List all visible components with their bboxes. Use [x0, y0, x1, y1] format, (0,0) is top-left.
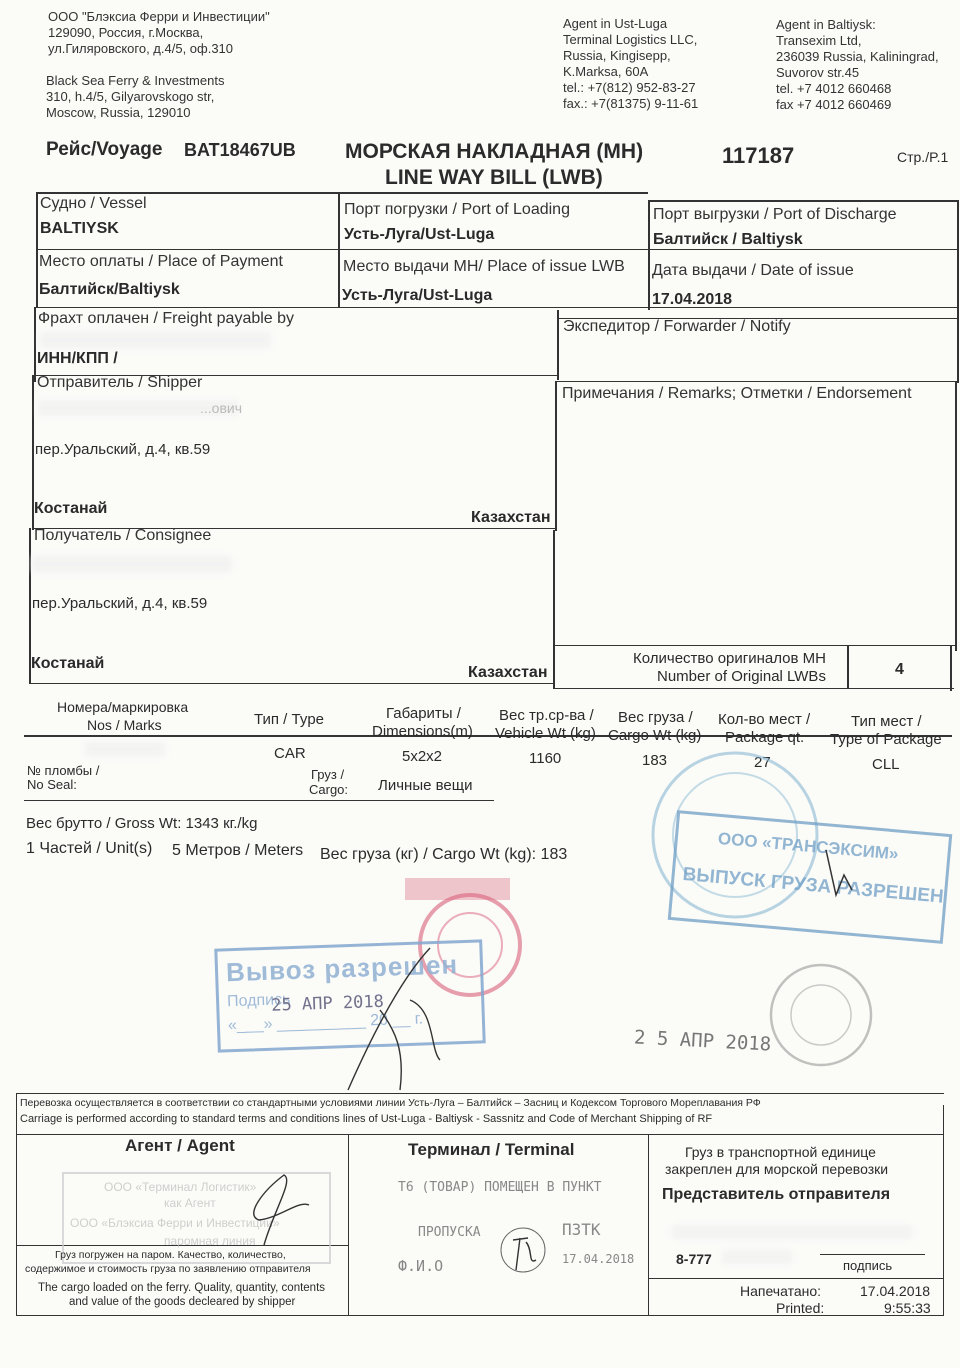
agent-baltiysk-line: tel. +7 4012 660468 [776, 81, 892, 96]
signature-scribble [340, 940, 450, 1100]
cell-type: CAR [274, 745, 306, 762]
col-header-cargo-wt-en: Cargo Wt (kg) [608, 727, 702, 744]
agent-stamp-line: ООО «Терминал Логистик» [104, 1180, 257, 1194]
cargo-label: Груз / [311, 767, 345, 782]
vessel-label: Судно / Vessel [40, 195, 147, 212]
date-of-issue-value: 17.04.2018 [652, 291, 733, 308]
redacted-area [85, 742, 165, 756]
consignee-city: Костанай [31, 655, 105, 672]
company-en-line: Black Sea Ferry & Investments [46, 73, 225, 88]
col-header-marks: Номера/маркировка [57, 699, 189, 715]
company-ru-line: ул.Гиляровского, д.4/5, оф.310 [48, 41, 234, 56]
date-of-issue-label: Дата выдачи / Date of issue [652, 262, 854, 279]
agent-signature [224, 1170, 314, 1250]
voyage-value: BAT18467UB [184, 140, 296, 160]
agent-stamp-line: как Агент [164, 1196, 216, 1210]
company-en-line: Moscow, Russia, 129010 [46, 105, 191, 120]
gross-weight: Вес брутто / Gross Wt: 1343 кг./kg [26, 815, 258, 832]
port-of-loading-value: Усть-Луга/Ust-Luga [344, 226, 495, 243]
consignee-label: Получатель / Consignee [34, 527, 212, 544]
release-stamp-date: 25 АПР 2018 [270, 991, 385, 1016]
remarks-label: Примечания / Remarks; Отметки / Endorsement [562, 385, 912, 402]
terminal-stamp-line: ПРОПУСКА [418, 1225, 481, 1240]
col-header-marks-en: Nos / Marks [87, 717, 162, 733]
consignee-country: Казахстан [468, 664, 548, 681]
round-stamp-grey [766, 960, 876, 1070]
release-stamp-sign: Подпись [226, 991, 291, 1011]
document-number: 117187 [722, 143, 795, 168]
place-of-payment-label: Место оплаты / Place of Payment [39, 253, 283, 270]
agent-baltiysk-line: fax +7 4012 660469 [776, 97, 892, 112]
col-header-dimensions: Габариты / [386, 705, 461, 722]
signature-mark [816, 845, 856, 905]
originals-label-en: Number of Original LWBs [657, 668, 826, 685]
agent-baltiysk-line: Suvorov str.45 [776, 65, 860, 80]
col-header-dimensions-en: Dimensions(m) [372, 723, 473, 740]
shipper-address: пер.Уральский, д.4, кв.59 [35, 441, 211, 458]
agent-stamp-line: паромная линия [164, 1234, 256, 1248]
agent-baltiysk-line: Transexim Ltd, [776, 33, 862, 48]
terminal-label: Терминал / Terminal [408, 1140, 575, 1159]
printed-label-en: Printed: [776, 1300, 825, 1316]
meters-total: 5 Метров / Meters [172, 842, 304, 859]
shipper-phone: 8-777 [676, 1251, 712, 1267]
agent-ust-luga-line: K.Marksa, 60A [563, 64, 649, 79]
place-of-issue-value: Усть-Луга/Ust-Luga [342, 287, 493, 304]
agent-label: Агент / Agent [125, 1136, 235, 1155]
terminal-signature [498, 1220, 548, 1280]
terminal-stamp-line: ПЗТК [562, 1220, 601, 1239]
place-of-issue-label: Место выдачи МН/ Place of issue LWB [343, 258, 625, 275]
originals-value: 4 [895, 661, 904, 678]
port-of-discharge-label: Порт выгрузки / Port of Discharge [653, 206, 897, 223]
agent-ust-luga-line: fax.: +7(81375) 9-11-61 [563, 96, 699, 111]
cell-package-type: CLL [872, 756, 900, 773]
col-header-package-qt-en: Package qt. [725, 729, 805, 746]
cargo-label-en: Cargo: [309, 782, 349, 797]
redacted-area [32, 556, 232, 572]
agent-ust-luga-line: Agent in Ust-Luga [563, 16, 668, 31]
terminal-stamp-line: Т6 (ТОВАР) ПОМЕЩЕН В ПУНКТ [398, 1180, 602, 1195]
freight-payable-label: Фрахт оплачен / Freight payable by [38, 310, 295, 327]
agent-ust-luga-line: Terminal Logistics LLC, [563, 32, 698, 47]
terminal-stamp-date: 17.04.2018 [562, 1252, 635, 1266]
cell-package-qt: 27 [754, 754, 771, 771]
printed-date: 17.04.2018 [860, 1283, 931, 1299]
agent-ust-luga-line: tel.: +7(812) 952-83-27 [563, 80, 696, 95]
agent-baltiysk-line: 236039 Russia, Kaliningrad, [776, 49, 939, 64]
forwarder-label: Экспедитор / Forwarder / Notify [563, 318, 791, 335]
printed-label-ru: Напечатано: [740, 1283, 822, 1299]
agent-note-en: and value of the goods decleared by shipper [69, 1296, 296, 1308]
shipper-country: Казахстан [471, 509, 551, 526]
release-stamp-blank: «___» __________ 20 __ г. [227, 1010, 424, 1035]
col-header-vehicle-wt: Вес тр.ср-ва / [499, 707, 594, 724]
shipper-rep-label: Представитель отправителя [662, 1186, 891, 1203]
printed-time: 9:55:33 [884, 1300, 931, 1316]
agent-note-en: The cargo loaded on the ferry. Quality, quantity, contents [38, 1282, 326, 1294]
document-title-en: LINE WAY BILL (LWB) [385, 166, 603, 189]
terminal-stamp-line: Ф.И.О [398, 1257, 444, 1275]
port-of-discharge-value: Балтийск / Baltiysk [653, 231, 803, 248]
inn-label: ИНН/КПП / [37, 350, 118, 367]
originals-label-ru: Количество оригиналов МН [633, 650, 826, 667]
units-total: 1 Частей / Unit(s) [26, 840, 153, 857]
shipper-rep-line1: Груз в транспортной единице [685, 1144, 876, 1160]
cargo-weight-total: Вес груза (кг) / Cargo Wt (kg): 183 [320, 846, 568, 863]
customs-company: ООО «ТРАНСЭКСИМ» [717, 828, 900, 864]
signature-label: подпись [843, 1258, 893, 1273]
terms-ru: Перевозка осуществляется в соответствии со стандартными условиями линии Усть-Луга – Балтийск – Засниц и Кодексом Торгового Мореплавания РФ [20, 1097, 761, 1109]
shipper-label: Отправитель / Shipper [37, 374, 203, 391]
customs-stamp-date: 2 5 АПР 2018 [633, 1026, 772, 1056]
redacted-area [40, 332, 270, 348]
seal-label-en: No Seal: [27, 777, 77, 792]
col-header-cargo-wt: Вес груза / [618, 709, 693, 726]
col-header-package-qt: Кол-во мест / [718, 711, 811, 728]
agent-stamp-line: ООО «Блэксиа Ферри и Инвестиции» [70, 1216, 280, 1230]
redacted-area [672, 1225, 912, 1239]
redacted-area [722, 1250, 792, 1264]
cell-dimensions: 5x2x2 [402, 748, 443, 765]
col-header-package-type-en: Type of Package [830, 731, 942, 748]
shipper-city: Костанай [34, 500, 108, 517]
col-header-vehicle-wt-en: Vehicle Wt (kg) [495, 725, 596, 742]
company-en-line: 310, h.4/5, Gilyarovskogo str, [46, 89, 215, 104]
place-of-payment-value: Балтийск/Baltiysk [39, 281, 180, 298]
cargo-value: Личные вещи [378, 777, 473, 794]
port-of-loading-label: Порт погрузки / Port of Loading [344, 201, 570, 218]
col-header-package-type: Тип мест / [851, 713, 922, 730]
vessel-value: BALTIYSK [40, 220, 119, 237]
company-ru-line: ООО "Блэксиа Ферри и Инвестиции" [48, 9, 270, 24]
company-ru-line: 129090, Россия, г.Москва, [48, 25, 204, 40]
cell-vehicle-wt: 1160 [529, 750, 562, 767]
customs-stamp-text: ВЫПУСК ГРУЗА РАЗРЕШЕН [681, 863, 945, 908]
agent-note-ru: содержимое и стоимость груза по заявлению отправителя [25, 1263, 311, 1275]
shipper-rep-line2: закреплен для морской перевозки [665, 1161, 889, 1177]
cell-cargo-wt: 183 [642, 752, 668, 769]
col-header-type: Тип / Type [254, 711, 325, 728]
terms-en: Carriage is performed according to standard terms and conditions lines of Ust-Luga - Baltiysk - Sassnitz and Code of Merchant Shipping of RF [20, 1113, 713, 1125]
consignee-address: пер.Уральский, д.4, кв.59 [32, 595, 208, 612]
agent-baltiysk-line: Agent in Baltiysk: [776, 17, 876, 32]
page-number: Стр./P.1 [897, 149, 949, 165]
agent-ust-luga-line: Russia, Kingisepp, [563, 48, 671, 63]
document-title-ru: МОРСКАЯ НАКЛАДНАЯ (МН) [345, 140, 644, 163]
agent-note-ru: Груз погружен на паром. Качество, количество, [55, 1249, 286, 1261]
shipper-name-partial: ...ович [200, 400, 243, 416]
seal-label: № пломбы / [27, 763, 100, 778]
voyage-label: Рейс/Voyage [46, 139, 163, 160]
release-stamp-title: Вывоз разрешен [225, 949, 459, 988]
